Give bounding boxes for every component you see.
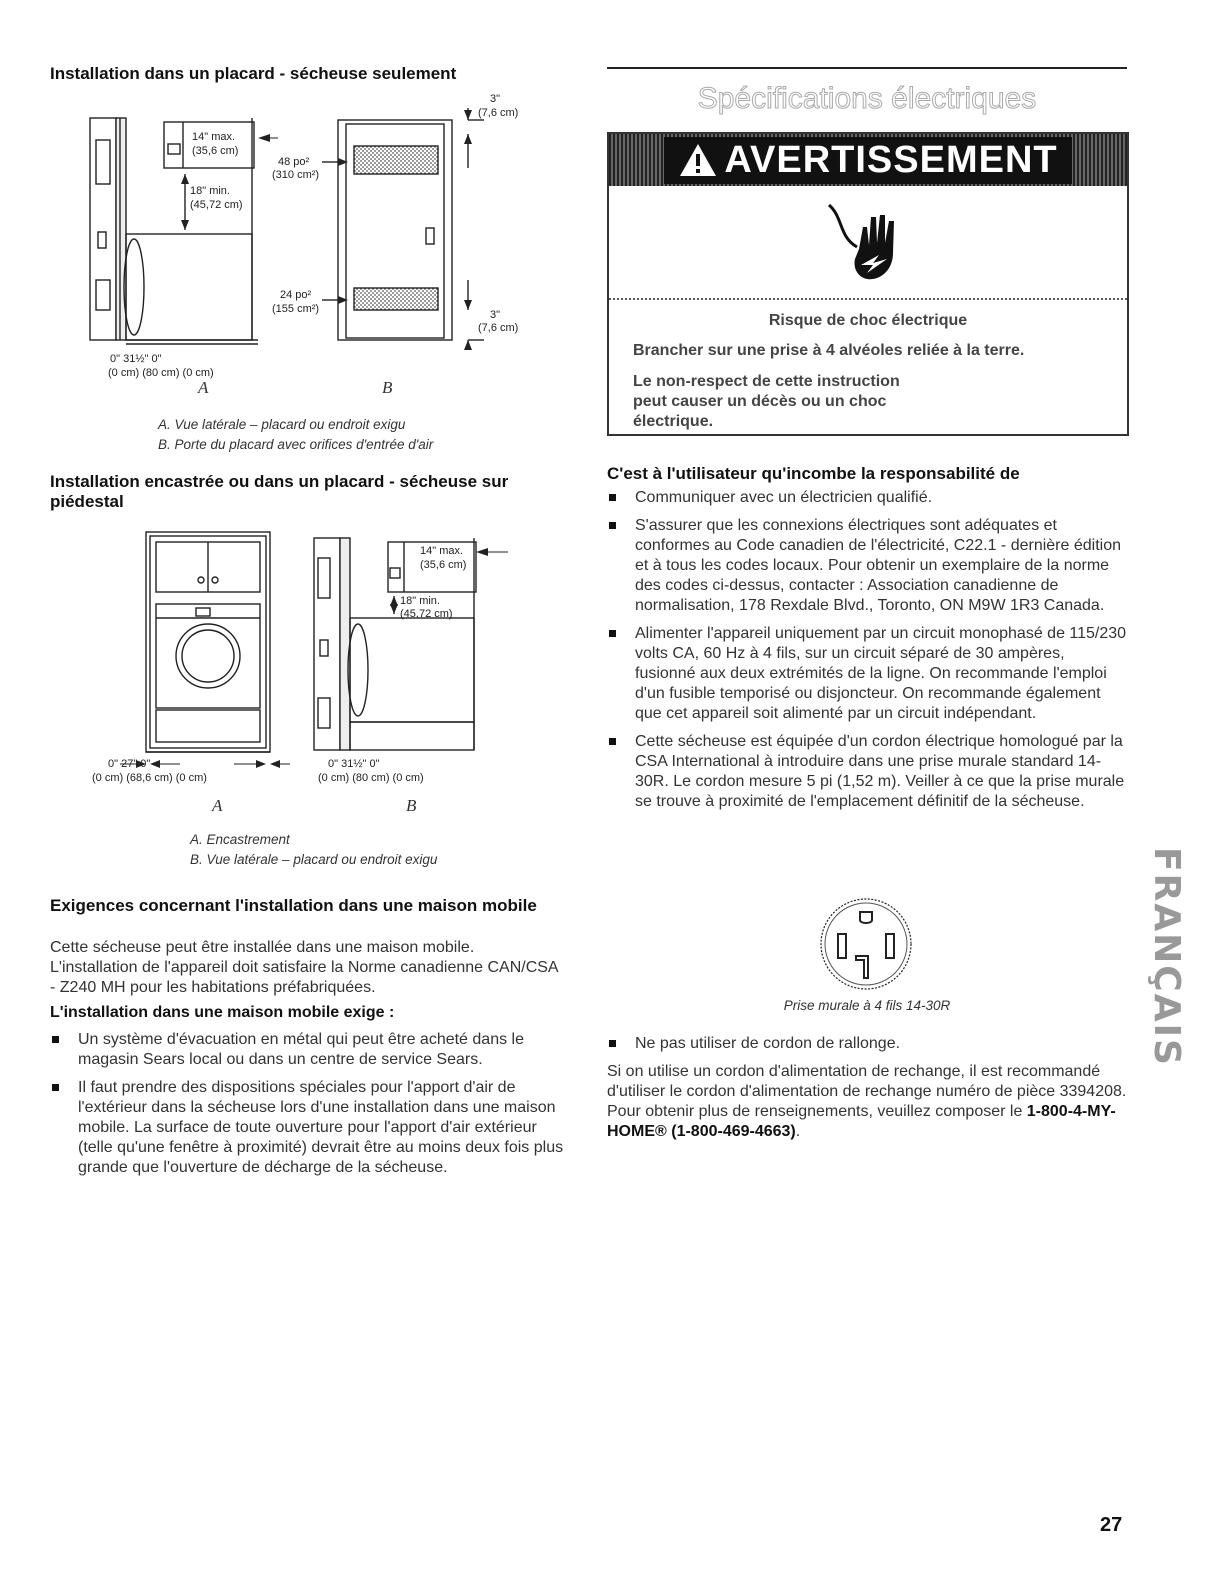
- list-item: Ne pas utiliser de cordon de rallonge.: [607, 1034, 1127, 1054]
- area-top-cm-label: (310 cm²): [272, 169, 320, 181]
- mobile-home-paragraph: Cette sécheuse peut être installée dans une maison mobile. L'installation de l'appareil doit satisfaire la Norme canadienne CAN/CSA - Z240 MH pour les habitations préfabriquées.: [50, 939, 558, 996]
- figure-label-a: A: [198, 378, 209, 397]
- gap-top-cm-label: (7,6 cm): [478, 107, 519, 119]
- caption-a: A. Encastrement: [190, 832, 290, 847]
- list-item: Alimenter l'appareil uniquement par un circuit monophasé de 115/230 volts CA, 60 Hz à 4 fils, sur un circuit séparé de 30 ampères, fusionné aux deux extrémités de la ligne. On recommande l'emploi d'un fusible temporisé ou disjoncteur. On recommande également que cet appareil soit alimenté par un circuit indépendant.: [607, 624, 1127, 724]
- dim-18-label: 18" min.: [400, 595, 440, 607]
- list-item: S'assurer que les connexions électriques sont adéquates et conformes au Code canadien de l'électricité, C22.1 - dernière édition et à tous les codes locaux. Pour obtenir un exemplaire de la norme des codes ci-dessus, contacter : Association canadienne de normalisation, 178 Rexdale Blvd., Toronto, ON M9W 1R3 Canada.: [607, 516, 1127, 616]
- bottom-dims-label: 0" 31½" 0": [110, 353, 162, 365]
- hazard-title: Risque de choc électrique: [768, 312, 968, 329]
- list-item: Il faut prendre des dispositions spéciales pour l'apport d'air de l'extérieur dans la sécheuse lors d'une installation dans une maison mobile. La surface de toute ouverture pour l'apport d'air extérieur (telle qu'une fenêtre à proximité) devrait être au moins deux fois plus grande que l'ouverture de décharge de la sécheuse.: [50, 1078, 570, 1178]
- dim-18-cm-label: (45,72 cm): [400, 608, 453, 620]
- section-heading-closet-install: Installation dans un placard - sécheuse seulement: [50, 64, 457, 83]
- area-top-label: 48 po²: [278, 156, 310, 168]
- dim-14-label: 14" max.: [420, 545, 464, 557]
- responsibility-bullet-list: [607, 488, 1127, 820]
- warning-banner: [609, 134, 1127, 186]
- area-bot-cm-label: (155 cm²): [272, 303, 320, 315]
- list-item: Communiquer avec un électricien qualifié.: [607, 488, 1127, 508]
- replacement-cord-end: .: [795, 1123, 801, 1140]
- page-number: 27: [1100, 1514, 1123, 1536]
- support-phone-number: 1-800-4-MY-HOME® (1-800-469-4663): [607, 1103, 1116, 1140]
- warning-banner-text: AVERTISSEMENT: [724, 138, 1058, 181]
- dim-14-cm-label: (35,6 cm): [192, 145, 239, 157]
- electric-shock-hand-icon: [823, 197, 913, 287]
- gap-bot-label: 3": [490, 309, 501, 321]
- section-heading-pedestal-install: Installation encastrée ou dans un placard - sécheuse sur piédestal: [50, 472, 509, 511]
- dim-14-label: 14" max.: [192, 131, 236, 143]
- replacement-cord-text: Si on utilise un cordon d'alimentation de rechange, il est recommandé d'utiliser le cordon d'alimentation de rechange numéro de pièce 3394208. Pour obtenir plus de renseignements, veuillez composer le: [607, 1063, 1127, 1120]
- closet-side-view-diagram: [88, 110, 278, 380]
- list-item: Un système d'évacuation en métal qui peut être acheté dans le magasin Sears local ou dans un centre de service Sears.: [50, 1030, 570, 1070]
- dim-18-cm-label: (45,72 cm): [190, 199, 243, 211]
- closet-door-vents-diagram: [268, 88, 548, 368]
- section-heading-mobile-home: Exigences concernant l'installation dans une maison mobile: [50, 896, 537, 915]
- responsibility-heading: C'est à l'utilisateur qu'incombe la responsabilité de: [607, 464, 1020, 483]
- caption-b: B. Porte du placard avec orifices d'entrée d'air: [158, 437, 434, 452]
- figure-label-a: A: [212, 796, 223, 815]
- dims-label: 0" 27" 0": [108, 758, 151, 770]
- warning-line-2: Le non-respect de cette instruction peut causer un décès ou un choc électrique.: [633, 373, 900, 430]
- figure-label-b: B: [382, 378, 393, 397]
- mobile-home-bullet-list: [50, 1030, 570, 1186]
- caption-b: B. Vue latérale – placard ou endroit exigu: [190, 852, 438, 867]
- gap-top-label: 3": [490, 93, 501, 105]
- mobile-home-subheading: L'installation dans une maison mobile exige :: [50, 1004, 395, 1021]
- gap-bot-cm-label: (7,6 cm): [478, 322, 519, 334]
- dims-label: 0" 31½" 0": [328, 758, 380, 770]
- warning-line-1: Brancher sur une prise à 4 alvéoles reliée à la terre.: [633, 342, 1025, 359]
- bottom-dims-cm-label: (0 cm) (80 cm) (0 cm): [108, 367, 214, 379]
- language-side-tab: FRANÇAIS: [1146, 847, 1187, 1067]
- warning-triangle-icon: [678, 142, 718, 178]
- outlet-caption: Prise murale à 4 fils 14-30R: [783, 998, 951, 1013]
- figure-label-b: B: [406, 796, 417, 815]
- dims-cm-label: (0 cm) (68,6 cm) (0 cm): [92, 772, 207, 784]
- dim-18-label: 18" min.: [190, 185, 230, 197]
- caption-a: A. Vue latérale – placard ou endroit exigu: [158, 417, 406, 432]
- section-title: Spécifications électriques: [697, 82, 1037, 115]
- pedestal-side-view-diagram: [312, 528, 512, 788]
- dim-14-cm-label: (35,6 cm): [420, 559, 467, 571]
- warning-box: [607, 132, 1129, 436]
- shock-hazard-area: [609, 186, 1127, 300]
- replacement-cord-paragraph: [607, 1062, 1129, 1142]
- column-top-rule: [607, 67, 1127, 69]
- recessed-installation-diagram: [90, 528, 330, 788]
- dims-cm-label: (0 cm) (80 cm) (0 cm): [318, 772, 424, 784]
- wall-outlet-14-30r-icon: [818, 896, 914, 992]
- extension-bullet-list: [607, 1034, 1127, 1062]
- area-bot-label: 24 po²: [280, 289, 312, 301]
- list-item: Cette sécheuse est équipée d'un cordon électrique homologué par la CSA International à introduire dans une prise murale standard 14-30R. Le cordon mesure 5 pi (1,52 m). Veiller à ce que la prise murale se trouve à proximité de l'emplacement définitif de la sécheuse.: [607, 732, 1127, 812]
